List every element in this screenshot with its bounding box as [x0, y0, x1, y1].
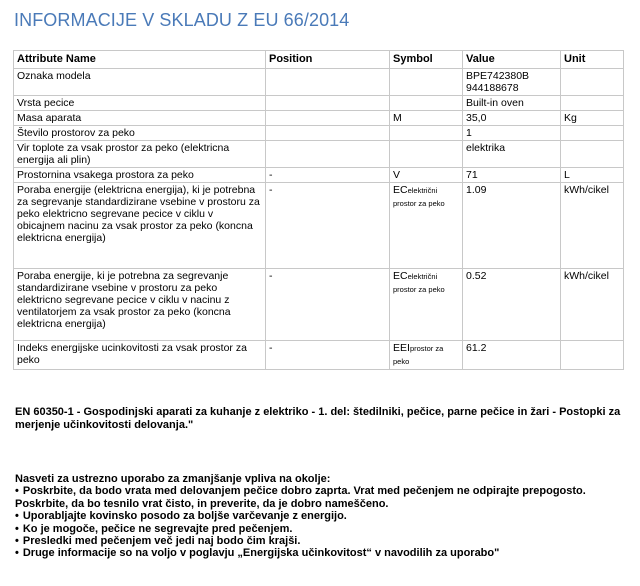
tip-item: • Druge informacije so na voljo v poglavju „Energijska učinkovitost“ v navodilih za uporabo" [15, 547, 625, 559]
unit-cell [561, 341, 624, 370]
unit-cell: L [561, 168, 624, 183]
table-row [14, 141, 624, 168]
position-cell [266, 69, 390, 96]
attribute-name-cell: Število prostorov za peko [14, 126, 266, 141]
value-cell: 71 [463, 168, 561, 183]
tip-item: • Poskrbite, da bodo vrata med delovanjem pečice dobro zaprta. Vrat med pečenjem ne odpirajte prepogosto. Poskrbite, da bo tesnilo vrat čisto, in preverite, da je dobro nameščeno. [15, 485, 625, 510]
position-cell [266, 141, 390, 168]
symbol-text: EC [393, 270, 408, 282]
position-cell [266, 111, 390, 126]
tip-item: • Presledki med pečenjem več jedi naj bodo čim krajši. [15, 535, 625, 547]
value-cell: elektrika [463, 141, 561, 168]
unit-cell: Kg [561, 111, 624, 126]
table-row [14, 96, 624, 111]
attribute-name-cell: Poraba energije, ki je potrebna za segrevanje standardizirane vsebine v prostoru za peko elektricno segrevane pecice v ciklu v nacinu z ventilatorjem za vsak prostor za peko (koncna elektricna energija) [14, 269, 266, 341]
position-cell: - [266, 341, 390, 370]
table-row [14, 126, 624, 141]
attribute-name-cell: Prostornina vsakega prostora za peko [14, 168, 266, 183]
tip-item: • Ko je mogoče, pečice ne segrevajte pred pečenjem. [15, 523, 625, 535]
table-row [14, 269, 624, 341]
header-unit: Unit [561, 51, 624, 69]
symbol-subscript: električni prostor za peko [393, 272, 445, 294]
value-cell: 0.52 [463, 269, 561, 341]
environment-tips [15, 473, 625, 560]
attribute-name-cell: Poraba energije (elektricna energija), ki je potrebna za segrevanje standardizirane vsebine v prostoru za peko elektricno segrevane pecice v ciklu v obicajnem nacinu za vsak prostor za peko (koncna elektricna energija) [14, 183, 266, 269]
header-attribute-name: Attribute Name [14, 51, 266, 69]
symbol-cell [390, 96, 463, 111]
table-row [14, 69, 624, 96]
symbol-text: EEI [393, 342, 410, 354]
position-cell [266, 126, 390, 141]
attribute-name-cell: Vrsta pecice [14, 96, 266, 111]
unit-cell [561, 69, 624, 96]
standard-reference: EN 60350-1 - Gospodinjski aparati za kuhanje z elektriko - 1. del: štedilniki, pečice, parne pečice in žari - Postopki za merjenje učinkovitosti delovanja." [15, 406, 621, 431]
value-cell: Built-in oven [463, 96, 561, 111]
tip-item: • Uporabljajte kovinsko posodo za boljše varčevanje z energijo. [15, 510, 625, 522]
value-cell: 1.09 [463, 183, 561, 269]
symbol-cell [390, 111, 463, 126]
symbol-text: EC [393, 184, 408, 196]
value-cell: 61.2 [463, 341, 561, 370]
symbol-cell [390, 183, 463, 269]
position-cell [266, 96, 390, 111]
value-cell: 1 [463, 126, 561, 141]
symbol-cell [390, 126, 463, 141]
symbol-cell [390, 69, 463, 96]
position-cell: - [266, 183, 390, 269]
page-title: INFORMACIJE V SKLADU Z EU 66/2014 [14, 10, 350, 30]
unit-cell [561, 96, 624, 111]
symbol-cell [390, 141, 463, 168]
symbol-cell [390, 269, 463, 341]
symbol-cell [390, 168, 463, 183]
symbol-subscript: električni prostor za peko [393, 186, 445, 208]
symbol-text: V [393, 169, 401, 181]
energy-info-table [13, 50, 624, 370]
table-row [14, 168, 624, 183]
unit-cell: kWh/cikel [561, 183, 624, 269]
tips-heading: Nasveti za ustrezno uporabo za zmanjšanje vpliva na okolje: [15, 473, 331, 485]
unit-cell [561, 126, 624, 141]
attribute-name-cell: Vir toplote za vsak prostor za peko (elektricna energija ali plin) [14, 141, 266, 168]
header-value: Value [463, 51, 561, 69]
position-cell: - [266, 269, 390, 341]
unit-cell [561, 141, 624, 168]
header-position: Position [266, 51, 390, 69]
symbol-subscript: prostor za peko [393, 344, 444, 366]
tips-list [15, 485, 625, 559]
symbol-text: M [393, 112, 402, 124]
attribute-name-cell: Oznaka modela [14, 69, 266, 96]
symbol-cell [390, 341, 463, 370]
table-row [14, 111, 624, 126]
header-symbol: Symbol [390, 51, 463, 69]
unit-cell: kWh/cikel [561, 269, 624, 341]
table-header-row [14, 51, 624, 69]
position-cell: - [266, 168, 390, 183]
attribute-name-cell: Masa aparata [14, 111, 266, 126]
table-row [14, 341, 624, 370]
value-cell: 35,0 [463, 111, 561, 126]
value-cell: BPE742380B 944188678 [463, 69, 561, 96]
table-row [14, 183, 624, 269]
attribute-name-cell: Indeks energijske ucinkovitosti za vsak prostor za peko [14, 341, 266, 370]
